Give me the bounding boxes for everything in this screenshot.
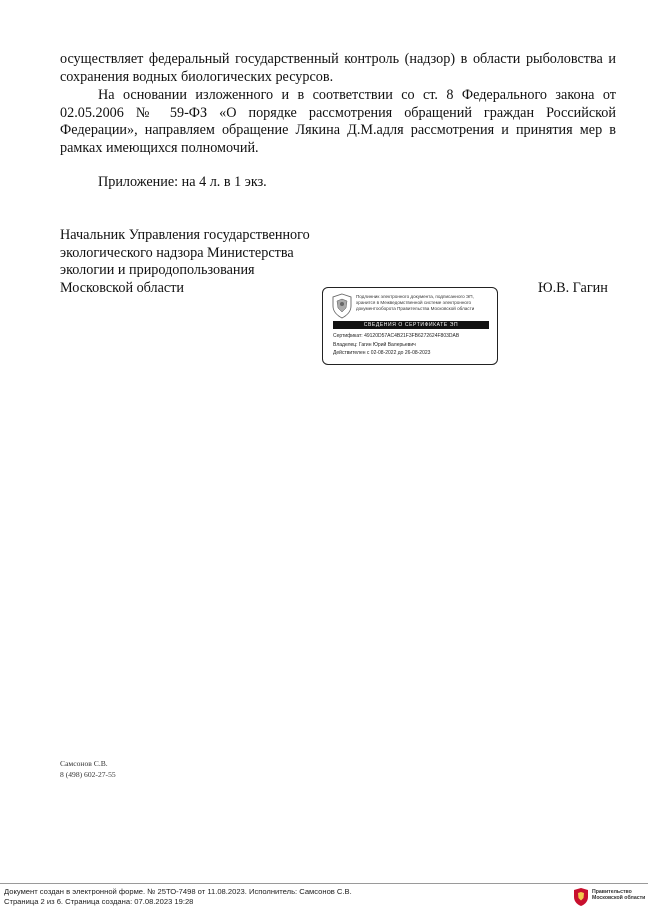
executor-info (60, 759, 116, 780)
certificate-info-bar: СВЕДЕНИЯ О СЕРТИФИКАТЕ ЭП (333, 321, 489, 329)
body-paragraph-1: осуществляет федеральный государственный контроль (надзор) в области рыболовства и сохранения водных биологических ресурсов. (60, 51, 616, 85)
stamp-header-line: хранится в Межведомственной системе электронного (356, 299, 472, 305)
stamp-header-line: Подлинник электронного документа, подписанного ЭП, (356, 294, 474, 299)
attachment-note: Приложение: на 4 л. в 1 экз. (98, 174, 267, 190)
signatory-name: Ю.В. Гагин (538, 280, 608, 296)
footer-line: Страница 2 из 6. Страница создана: 07.08.2023 19:28 (4, 896, 194, 906)
signatory-title-line: экологического надзора Министерства (60, 244, 294, 261)
coat-of-arms-icon (331, 293, 353, 319)
footer-logo-caption (592, 889, 645, 902)
signatory-title-line: экологии и природопользования (60, 262, 255, 279)
footer-logo-line: Правительство (592, 889, 632, 895)
moscow-region-emblem-icon (572, 887, 590, 907)
signatory-title-line: Московской области (60, 279, 185, 296)
executor-phone: 8 (498) 602-27-55 (60, 769, 116, 779)
body-paragraph-2: На основании изложенного и в соответствии со ст. 8 Федерального закона от 02.05.2006 № 59-ФЗ «О порядке рассмотрения обращений граждан Российской Федерации», направляем обращение Лякина Д.М.адля рассмотрения и принятия мер в рамках имеющихся полномочий. (60, 87, 616, 156)
electronic-signature-stamp (322, 287, 498, 365)
footer-line: Документ создан в электронной форме. № 25ТО-7498 от 11.08.2023. Исполнитель: Самсонов С.В. (4, 887, 352, 896)
executor-name: Самсонов С.В. (60, 759, 108, 768)
stamp-header (356, 294, 496, 312)
footer-logo-line: Московской области (592, 895, 646, 902)
certificate-number: Сертификат: 49120D57AC4B21F3FB6272624F803DAB (333, 333, 460, 339)
stamp-header-line: документооборота Правительства Московской области (356, 305, 475, 311)
signatory-title (60, 227, 310, 297)
certificate-owner: Владелец: Гагин Юрий Валерьевич (333, 342, 416, 348)
footer-divider (0, 883, 648, 884)
signatory-title-line: Начальник Управления государственного (60, 227, 310, 243)
document-footer (4, 887, 352, 907)
certificate-validity: Действителен с 02-08-2022 до 26-08-2023 (333, 350, 431, 356)
